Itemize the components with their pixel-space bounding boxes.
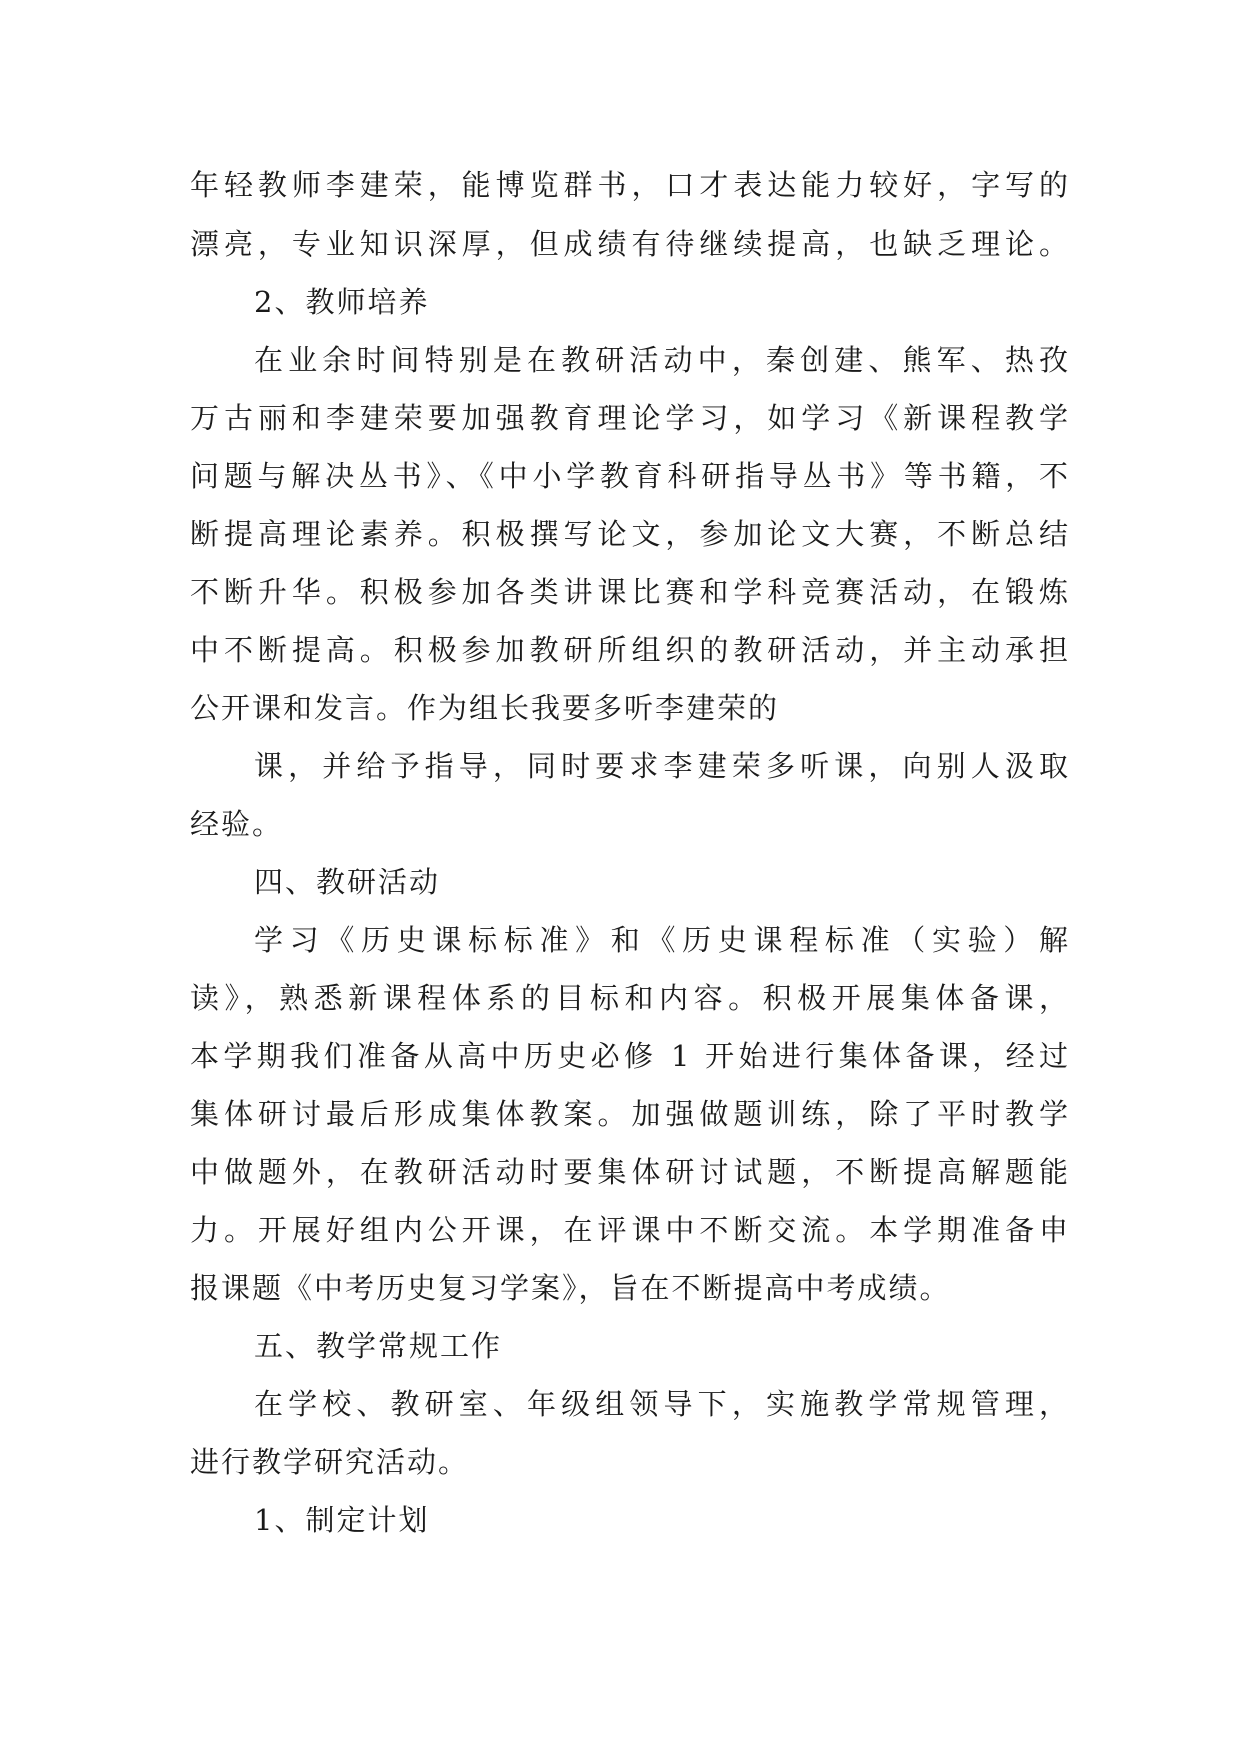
body-line-8: 不断升华。积极参加各类讲课比赛和学科竞赛活动，在锻炼	[190, 575, 1070, 609]
body-line-22: 在学校、教研室、年级组领导下，实施教学常规管理，	[254, 1387, 1070, 1421]
body-line-14: 学习《历史课标标准》和《历史课程标准（实验）解	[254, 923, 1070, 957]
body-line-17: 集体研讨最后形成集体教案。加强做题训练，除了平时教学	[190, 1097, 1070, 1131]
body-line-20: 报课题《中考历史复习学案》，旨在不断提高中考成绩。	[190, 1271, 951, 1305]
section-heading-make-plan: 1、制定计划	[254, 1503, 430, 1537]
body-line-18: 中做题外，在教研活动时要集体研讨试题，不断提高解题能	[190, 1155, 1070, 1189]
body-line-12: 经验。	[190, 807, 284, 841]
section-heading-research-activities: 四、教研活动	[254, 865, 441, 899]
section-heading-teacher-training: 2、教师培养	[254, 285, 430, 319]
body-line-11: 课，并给予指导，同时要求李建荣多听课，向别人汲取	[254, 749, 1070, 783]
body-line-1: 年轻教师李建荣，能博览群书，口才表达能力较好，字写的	[190, 168, 1070, 202]
body-line-9: 中不断提高。积极参加教研所组织的教研活动，并主动承担	[190, 633, 1070, 667]
body-line-16: 本学期我们准备从高中历史必修 1 开始进行集体备课，经过	[190, 1039, 1070, 1073]
section-heading-teaching-routine: 五、教学常规工作	[254, 1329, 503, 1363]
body-line-15: 读》，熟悉新课程体系的目标和内容。积极开展集体备课，	[190, 981, 1070, 1015]
body-line-6: 问题与解决丛书》、《中小学教育科研指导丛书》等书籍，不	[190, 459, 1070, 493]
body-line-7: 断提高理论素养。积极撰写论文，参加论文大赛，不断总结	[190, 517, 1070, 551]
body-line-19: 力。开展好组内公开课，在评课中不断交流。本学期准备申	[190, 1213, 1070, 1247]
body-line-23: 进行教学研究活动。	[190, 1445, 470, 1479]
body-line-5: 万古丽和李建荣要加强教育理论学习，如学习《新课程教学	[190, 401, 1070, 435]
body-line-2: 漂亮，专业知识深厚，但成绩有待继续提高，也缺乏理论。	[190, 227, 1070, 261]
body-line-10: 公开课和发言。作为组长我要多听李建荣的	[190, 691, 780, 725]
body-line-4: 在业余时间特别是在教研活动中，秦创建、熊军、热孜	[254, 343, 1070, 377]
